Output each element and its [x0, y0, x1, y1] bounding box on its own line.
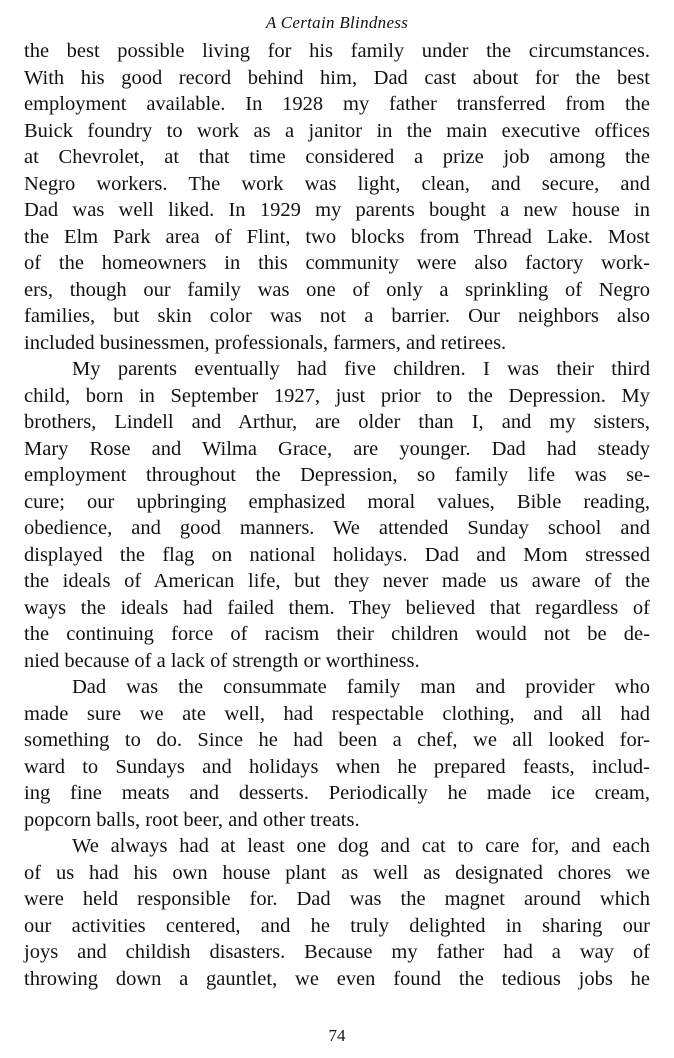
text-line: popcorn balls, root beer, and other treats. [24, 808, 360, 831]
text-line: Dad was well liked. In 1929 my parents bought a new house in [24, 199, 650, 221]
text-line: the best possible living for his family under the circumstances. [24, 40, 650, 62]
text-line: the Elm Park area of Flint, two blocks from Thread Lake. Most [24, 225, 650, 248]
text-line: brothers, Lindell and Arthur, are older than I, and my sisters, [24, 411, 650, 433]
text-line: at Chevrolet, at that time considered a prize job among the [24, 146, 650, 168]
body-text [24, 38, 650, 992]
text-line: obedience, and good manners. We attended Sunday school and [24, 517, 650, 539]
page-number: 74 [328, 1026, 346, 1045]
text-line: ways the ideals had failed them. They believed that regardless of [24, 596, 650, 619]
text-line: With his good record behind him, Dad cast about for the best [24, 66, 650, 89]
text-line: Mary Rose and Wilma Grace, are younger. Dad had steady [24, 437, 650, 460]
text-line: something to do. Since he had been a chef, we all looked for- [24, 729, 650, 751]
text-line: nied because of a lack of strength or worthiness. [24, 649, 420, 672]
text-line: ing fine meats and desserts. Periodically he made ice cream, [24, 782, 650, 804]
text-line: joys and childish disasters. Because my father had a way of [24, 941, 650, 963]
text-line: Negro workers. The work was light, clean, and secure, and [24, 172, 650, 195]
text-line: employment throughout the Depression, so family life was se- [24, 464, 650, 486]
text-line: ward to Sundays and holidays when he prepared feasts, includ- [24, 755, 650, 778]
text-line: child, born in September 1927, just prior to the Depression. My [24, 384, 650, 407]
text-line: of us had his own house plant as well as designated chores we [24, 861, 650, 884]
text-line: employment available. In 1928 my father transferred from the [24, 93, 650, 115]
text-line: We always had at least one dog and cat to care for, and each [72, 835, 650, 857]
text-line: displayed the flag on national holidays. Dad and Mom stressed [24, 543, 650, 566]
text-line: the continuing force of racism their children would not be de- [24, 623, 650, 645]
text-line: Buick foundry to work as a janitor in the main executive offices [24, 119, 650, 142]
text-line: My parents eventually had five children. I was their third [72, 358, 650, 380]
text-line: ers, though our family was one of only a sprinkling of Negro [24, 278, 650, 301]
text-line: were held responsible for. Dad was the magnet around which [24, 888, 650, 910]
text-line: cure; our upbringing emphasized moral values, Bible reading, [24, 490, 650, 513]
text-line: our activities centered, and he truly delighted in sharing our [24, 914, 650, 937]
text-line: families, but skin color was not a barrier. Our neighbors also [24, 305, 650, 327]
running-head: A Certain Blindness [265, 13, 409, 32]
text-line: made sure we ate well, had respectable clothing, and all had [24, 702, 650, 725]
text-line: of the homeowners in this community were also factory work- [24, 252, 650, 274]
text-line: Dad was the consummate family man and provider who [72, 676, 650, 698]
text-line: the ideals of American life, but they never made us aware of the [24, 570, 650, 592]
text-line: throwing down a gauntlet, we even found the tedious jobs he [24, 967, 650, 990]
text-line: included businessmen, professionals, farmers, and retirees. [24, 331, 507, 354]
